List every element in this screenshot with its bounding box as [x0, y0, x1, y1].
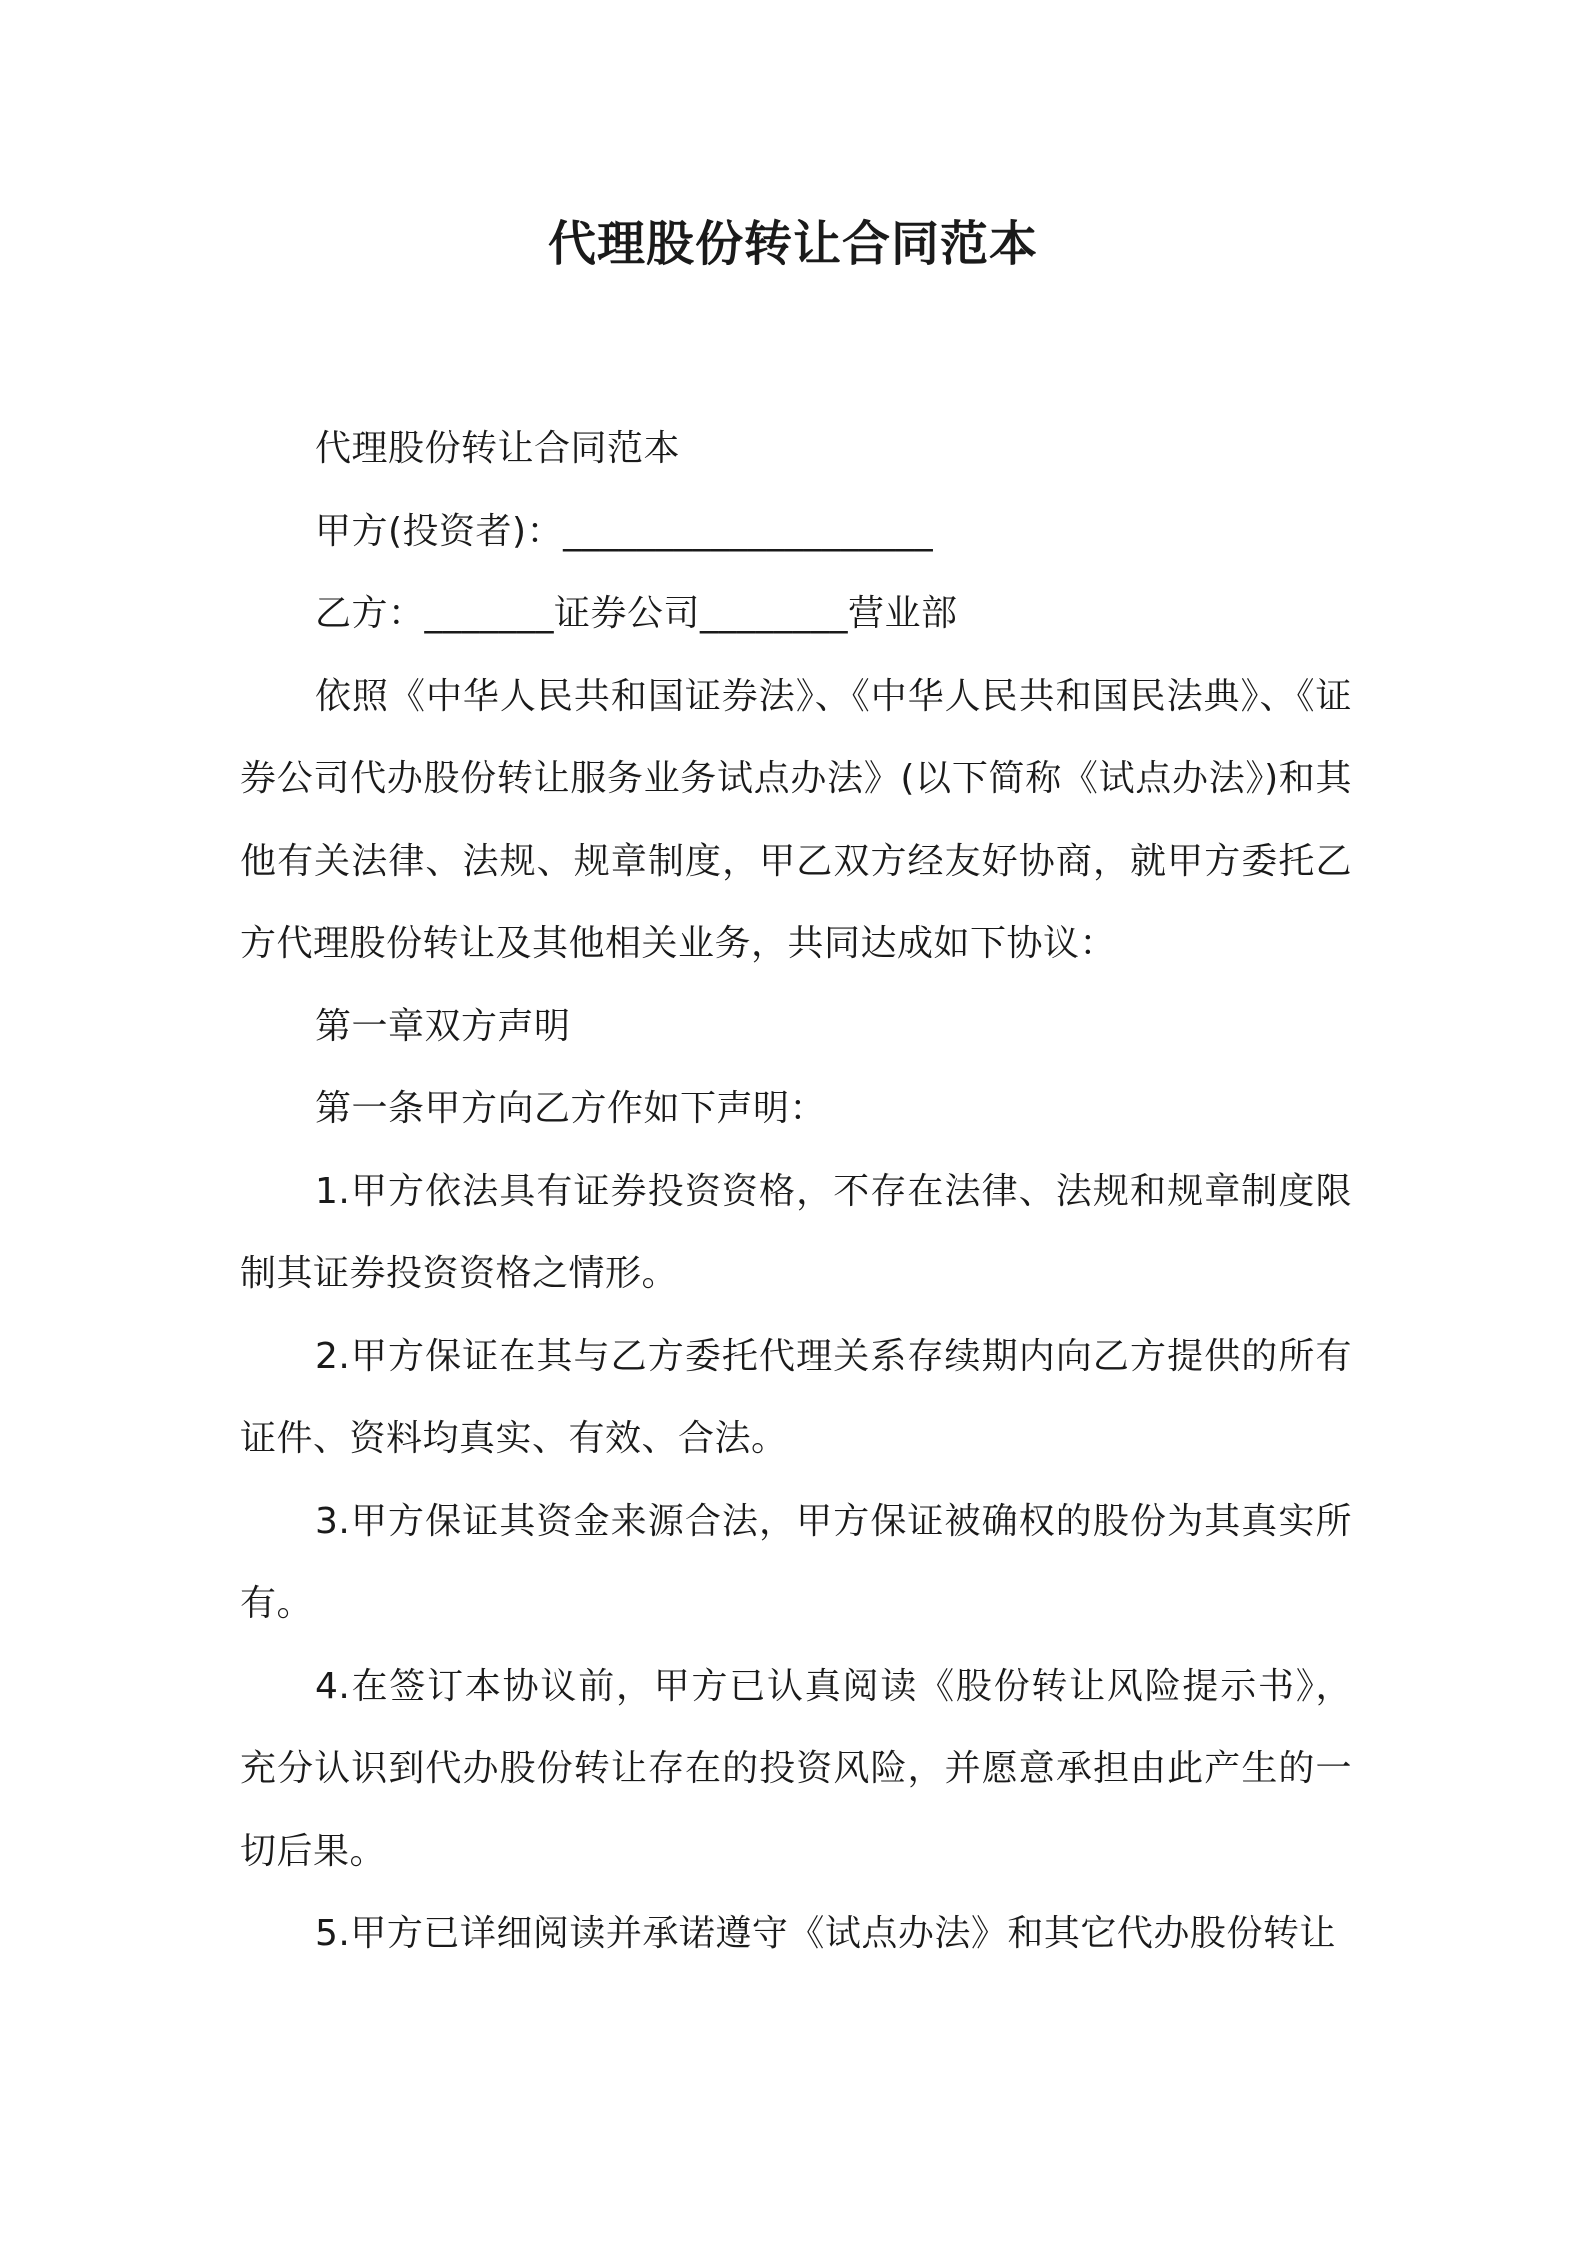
paragraph-clause-3: 3.甲方保证其资金来源合法，甲方保证被确权的股份为其真实所有。	[240, 1500, 1352, 1624]
paragraph-subtitle: 代理股份转让合同范本	[315, 428, 681, 469]
paragraph-preamble: 依照《中华人民共和国证券法》、《中华人民共和国民法典》、《证券公司代办股份转让服务业务试点办法》(以下简称《试点办法》)和其他有关法律、法规、规章制度，甲乙双方经友好协商，就甲方委托乙方代理股份转让及其他相关业务，共同达成如下协议：	[240, 675, 1352, 964]
paragraph-clause-2: 2.甲方保证在其与乙方委托代理关系存续期内向乙方提供的所有证件、资料均真实、有效、合法。	[240, 1335, 1352, 1459]
paragraph-clause-5: 5.甲方已详细阅读并承诺遵守《试点办法》和其它代办股份转让	[315, 1913, 1336, 1954]
paragraph-party-a: 甲方(投资者)：____________________	[315, 510, 934, 552]
document-body	[240, 408, 1352, 1976]
paragraph-clause-4: 4.在签订本协议前，甲方已认真阅读《股份转让风险提示书》，充分认识到代办股份转让存在的投资风险，并愿意承担由此产生的一切后果。	[240, 1665, 1352, 1872]
document-title: 代理股份转让合同范本	[547, 216, 1038, 272]
paragraph-clause-1: 1.甲方依法具有证券投资资格，不存在法律、法规和规章制度限制其证券投资资格之情形。	[240, 1170, 1352, 1294]
paragraph-article-1: 第一条甲方向乙方作如下声明：	[315, 1088, 827, 1129]
paragraph-chapter-1: 第一章双方声明	[315, 1005, 571, 1047]
paragraph-party-b: 乙方：_______证券公司________营业部	[315, 593, 958, 634]
